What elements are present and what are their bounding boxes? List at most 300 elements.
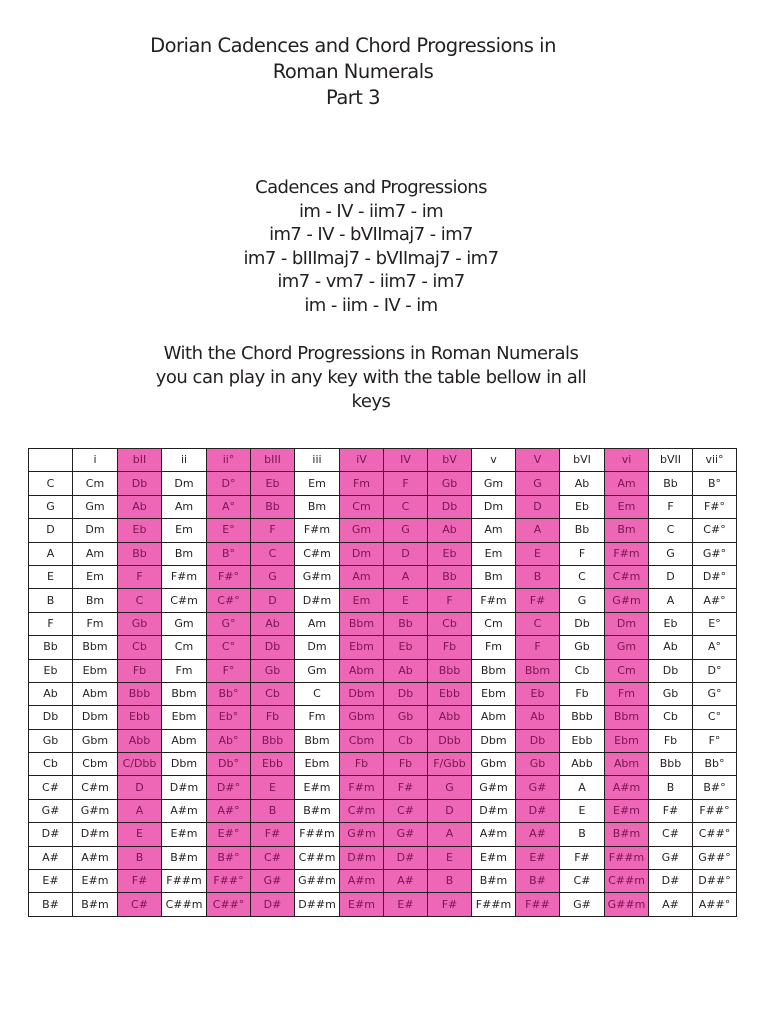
chord-cell: Gm xyxy=(340,519,384,542)
chord-cell: Ebm xyxy=(605,729,649,752)
chord-cell: Abm xyxy=(472,706,516,729)
chord-cell: Am xyxy=(295,612,340,635)
header-cell: vii° xyxy=(693,449,737,472)
chord-cell: E° xyxy=(693,612,737,635)
chord-cell: C xyxy=(118,589,162,612)
table-row xyxy=(29,776,737,799)
chord-cell: B#m xyxy=(162,846,207,869)
chord-cell: B#° xyxy=(693,776,737,799)
chord-cell: Db° xyxy=(207,753,251,776)
table-row xyxy=(29,565,737,588)
cadences-heading: Cadences and Progressions xyxy=(255,177,487,198)
table-header-row xyxy=(29,449,737,472)
chord-cell: B# xyxy=(516,870,560,893)
note-line-3: keys xyxy=(351,391,391,412)
chord-cell: D# xyxy=(384,846,428,869)
key-cell: Bb xyxy=(29,636,73,659)
chord-cell: Db xyxy=(118,472,162,495)
chord-cell: E# xyxy=(516,846,560,869)
chord-cell: Dm xyxy=(73,519,118,542)
chord-cell: C xyxy=(560,565,605,588)
chord-cell: Ebm xyxy=(295,753,340,776)
header-cell: vi xyxy=(605,449,649,472)
chord-cell: D xyxy=(428,799,472,822)
header-cell: ii xyxy=(162,449,207,472)
chord-cell: G# xyxy=(649,846,693,869)
chord-cell: Gb xyxy=(516,753,560,776)
chord-cell: A xyxy=(560,776,605,799)
chord-cell: Abm xyxy=(340,659,384,682)
table-row xyxy=(29,495,737,518)
table-row xyxy=(29,729,737,752)
chord-cell: G#° xyxy=(693,542,737,565)
chord-cell: C° xyxy=(693,706,737,729)
header-cell xyxy=(29,449,73,472)
chord-cell: Gm xyxy=(162,612,207,635)
chord-cell: A#m xyxy=(340,870,384,893)
document-title xyxy=(0,33,706,111)
chord-cell: Ab xyxy=(384,659,428,682)
chord-cell: E#m xyxy=(340,893,384,916)
chord-cell: Fm xyxy=(605,682,649,705)
chord-cell: Fb xyxy=(251,706,295,729)
key-cell: F xyxy=(29,612,73,635)
chord-cell: Eb xyxy=(516,682,560,705)
chord-cell: C# xyxy=(649,823,693,846)
chord-cell: B xyxy=(251,799,295,822)
cadences-section xyxy=(0,176,742,317)
chord-cell: Gb xyxy=(560,636,605,659)
chord-cell: Bm xyxy=(472,565,516,588)
chord-cell: Cm xyxy=(472,612,516,635)
chord-cell: F##° xyxy=(207,870,251,893)
chord-cell: Bbm xyxy=(605,706,649,729)
chord-cell: Dm xyxy=(340,542,384,565)
chord-cell: Gbm xyxy=(340,706,384,729)
chord-cell: Ab xyxy=(560,472,605,495)
table-row xyxy=(29,753,737,776)
chord-cell: Bbm xyxy=(340,612,384,635)
chord-cell: F xyxy=(428,589,472,612)
chord-cell: B xyxy=(118,846,162,869)
chord-cell: F# xyxy=(251,823,295,846)
chord-cell: A# xyxy=(516,823,560,846)
chord-cell: E#m xyxy=(472,846,516,869)
chord-cell: D##m xyxy=(295,893,340,916)
chord-cell: Ab xyxy=(649,636,693,659)
table-row xyxy=(29,799,737,822)
chord-cell: Bbm xyxy=(162,682,207,705)
chord-cell: B#m xyxy=(295,799,340,822)
chord-cell: A#m xyxy=(605,776,649,799)
chord-cell: Eb xyxy=(118,519,162,542)
chord-cell: A#° xyxy=(693,589,737,612)
chord-cell: Bbb xyxy=(428,659,472,682)
chord-cell: G#m xyxy=(73,799,118,822)
chord-cell: F/Gbb xyxy=(428,753,472,776)
chord-cell: D° xyxy=(207,472,251,495)
chord-cell: G xyxy=(428,776,472,799)
key-cell: C xyxy=(29,472,73,495)
chord-cell: F# xyxy=(516,589,560,612)
chord-cell: F xyxy=(649,495,693,518)
chord-cell: Gb xyxy=(251,659,295,682)
key-cell: B# xyxy=(29,893,73,916)
chord-cell: F xyxy=(384,472,428,495)
chord-cell: F#m xyxy=(295,519,340,542)
chord-cell: D# xyxy=(516,799,560,822)
chord-cell: Dm xyxy=(295,636,340,659)
chord-cell: C xyxy=(516,612,560,635)
chord-cell: Bm xyxy=(295,495,340,518)
chord-cell: Fm xyxy=(295,706,340,729)
chord-cell: Em xyxy=(472,542,516,565)
chord-cell: Bbb xyxy=(251,729,295,752)
chord-cell: Fm xyxy=(340,472,384,495)
table-row xyxy=(29,870,737,893)
chord-cell: Bbm xyxy=(516,659,560,682)
title-line-1: Dorian Cadences and Chord Progressions in xyxy=(150,34,556,57)
chord-cell: E xyxy=(516,542,560,565)
chord-cell: G# xyxy=(251,870,295,893)
chord-cell: Em xyxy=(605,495,649,518)
chord-cell: F# xyxy=(649,799,693,822)
chord-cell: Bbm xyxy=(73,636,118,659)
chord-cell: C#m xyxy=(340,799,384,822)
chord-cell: Abm xyxy=(162,729,207,752)
chord-cell: C xyxy=(384,495,428,518)
chord-cell: F#m xyxy=(340,776,384,799)
table-row xyxy=(29,542,737,565)
chord-cell: Ebm xyxy=(472,682,516,705)
chord-cell: D#m xyxy=(162,776,207,799)
chord-cell: G° xyxy=(207,612,251,635)
chord-cell: Cb xyxy=(251,682,295,705)
chord-cell: D xyxy=(384,542,428,565)
chord-cell: Cbm xyxy=(73,753,118,776)
chord-cell: Ebm xyxy=(162,706,207,729)
chord-cell: F# xyxy=(428,893,472,916)
chord-cell: Bm xyxy=(605,519,649,542)
table-row xyxy=(29,893,737,916)
chord-cell: Abm xyxy=(73,682,118,705)
key-cell: E# xyxy=(29,870,73,893)
note-line-2: you can play in any key with the table bellow in all xyxy=(155,367,587,388)
header-cell: IV xyxy=(384,449,428,472)
chord-cell: Eb xyxy=(384,636,428,659)
key-cell: A xyxy=(29,542,73,565)
chord-cell: F xyxy=(251,519,295,542)
chord-cell: F#m xyxy=(162,565,207,588)
chord-cell: F#° xyxy=(207,565,251,588)
chord-cell: D xyxy=(649,565,693,588)
chord-cell: E#m xyxy=(605,799,649,822)
chord-cell: C# xyxy=(118,893,162,916)
chord-cell: G# xyxy=(384,823,428,846)
chord-cell: Dm xyxy=(605,612,649,635)
chord-cell: A xyxy=(649,589,693,612)
chord-cell: Bb xyxy=(560,519,605,542)
chord-cell: A° xyxy=(693,636,737,659)
chord-key-table xyxy=(28,448,737,917)
progression-3: im7 - bIIImaj7 - bVIImaj7 - im7 xyxy=(243,247,499,269)
chord-cell: D xyxy=(251,589,295,612)
chord-cell: A xyxy=(516,519,560,542)
chord-cell: Gm xyxy=(295,659,340,682)
key-cell: Eb xyxy=(29,659,73,682)
chord-cell: Bb xyxy=(251,495,295,518)
chord-cell: Bbb xyxy=(649,753,693,776)
chord-cell: Db xyxy=(516,729,560,752)
chord-cell: Eb xyxy=(251,472,295,495)
chord-cell: Bb° xyxy=(207,682,251,705)
chord-cell: C# xyxy=(560,870,605,893)
chord-cell: G##m xyxy=(605,893,649,916)
chord-cell: Gm xyxy=(73,495,118,518)
chord-cell: Ebb xyxy=(428,682,472,705)
chord-cell: B xyxy=(428,870,472,893)
chord-cell: Ebb xyxy=(251,753,295,776)
header-cell: iV xyxy=(340,449,384,472)
chord-cell: Cm xyxy=(605,659,649,682)
chord-cell: F° xyxy=(693,729,737,752)
chord-cell: A##° xyxy=(693,893,737,916)
chord-cell: A# xyxy=(384,870,428,893)
chord-cell: Gb xyxy=(428,472,472,495)
chord-cell: D# xyxy=(649,870,693,893)
chord-cell: Fb xyxy=(384,753,428,776)
chord-cell: C##° xyxy=(207,893,251,916)
chord-cell: G# xyxy=(516,776,560,799)
chord-cell: C/Dbb xyxy=(118,753,162,776)
chord-cell: Ab xyxy=(516,706,560,729)
chord-cell: Em xyxy=(162,519,207,542)
chord-cell: F° xyxy=(207,659,251,682)
chord-cell: Am xyxy=(73,542,118,565)
chord-cell: F##° xyxy=(693,799,737,822)
header-cell: V xyxy=(516,449,560,472)
chord-cell: Fb xyxy=(560,682,605,705)
chord-cell: E# xyxy=(384,893,428,916)
chord-cell: G xyxy=(384,519,428,542)
chord-cell: A#m xyxy=(162,799,207,822)
chord-cell: F# xyxy=(560,846,605,869)
chord-cell: D#° xyxy=(693,565,737,588)
chord-cell: Db xyxy=(649,659,693,682)
chord-cell: C#m xyxy=(605,565,649,588)
chord-cell: E xyxy=(560,799,605,822)
chord-cell: Dm xyxy=(472,495,516,518)
chord-cell: Cb xyxy=(428,612,472,635)
chord-cell: B° xyxy=(207,542,251,565)
chord-cell: Bb xyxy=(428,565,472,588)
chord-cell: B#° xyxy=(207,846,251,869)
chord-cell: Abb xyxy=(118,729,162,752)
chord-cell: A#m xyxy=(472,823,516,846)
chord-cell: F##m xyxy=(162,870,207,893)
chord-cell: C##m xyxy=(162,893,207,916)
chord-cell: F#m xyxy=(472,589,516,612)
chord-cell: G xyxy=(251,565,295,588)
chord-cell: F#° xyxy=(693,495,737,518)
chord-cell: Bm xyxy=(162,542,207,565)
chord-cell: Em xyxy=(73,565,118,588)
table-row xyxy=(29,589,737,612)
chord-cell: B xyxy=(560,823,605,846)
header-cell: i xyxy=(73,449,118,472)
chord-cell: A# xyxy=(649,893,693,916)
chord-cell: Bb° xyxy=(693,753,737,776)
chord-cell: C# xyxy=(384,799,428,822)
chord-cell: Dbm xyxy=(472,729,516,752)
chord-cell: G#m xyxy=(295,565,340,588)
header-cell: v xyxy=(472,449,516,472)
chord-cell: G xyxy=(560,589,605,612)
chord-cell: Ebb xyxy=(560,729,605,752)
chord-cell: Fb xyxy=(118,659,162,682)
chord-cell: F xyxy=(560,542,605,565)
chord-cell: F xyxy=(516,636,560,659)
key-cell: Ab xyxy=(29,682,73,705)
key-cell: D# xyxy=(29,823,73,846)
chord-cell: E xyxy=(118,823,162,846)
chord-cell: C##° xyxy=(693,823,737,846)
chord-cell: D xyxy=(118,776,162,799)
chord-cell: Abm xyxy=(605,753,649,776)
chord-cell: Fm xyxy=(162,659,207,682)
chord-cell: B xyxy=(649,776,693,799)
chord-cell: F# xyxy=(118,870,162,893)
chord-cell: Gm xyxy=(472,472,516,495)
chord-cell: C xyxy=(649,519,693,542)
chord-cell: Bb xyxy=(384,612,428,635)
key-cell: G xyxy=(29,495,73,518)
chord-cell: Ab xyxy=(428,519,472,542)
chord-cell: C#° xyxy=(693,519,737,542)
chord-cell: A#° xyxy=(207,799,251,822)
chord-cell: Ab xyxy=(118,495,162,518)
chord-cell: A° xyxy=(207,495,251,518)
chord-cell: C# xyxy=(251,846,295,869)
chord-cell: Dm xyxy=(162,472,207,495)
chord-cell: Eb° xyxy=(207,706,251,729)
chord-cell: F##m xyxy=(605,846,649,869)
chord-cell: D##° xyxy=(693,870,737,893)
table-row xyxy=(29,706,737,729)
chord-cell: A xyxy=(428,823,472,846)
chord-cell: Ebm xyxy=(73,659,118,682)
chord-cell: C xyxy=(295,682,340,705)
chord-cell: F##m xyxy=(295,823,340,846)
chord-cell: Cb xyxy=(649,706,693,729)
chord-cell: Fb xyxy=(649,729,693,752)
chord-cell: D#° xyxy=(207,776,251,799)
chord-cell: Gm xyxy=(605,636,649,659)
chord-cell: C##m xyxy=(605,870,649,893)
chord-cell: B#m xyxy=(73,893,118,916)
chord-cell: C#m xyxy=(295,542,340,565)
chord-cell: F## xyxy=(516,893,560,916)
chord-cell: Cm xyxy=(162,636,207,659)
key-cell: Db xyxy=(29,706,73,729)
table-row xyxy=(29,682,737,705)
chord-cell: B xyxy=(516,565,560,588)
chord-cell: A xyxy=(118,799,162,822)
chord-cell: Em xyxy=(340,589,384,612)
chord-cell: C#m xyxy=(73,776,118,799)
chord-cell: Eb xyxy=(560,495,605,518)
header-cell: iii xyxy=(295,449,340,472)
key-cell: C# xyxy=(29,776,73,799)
chord-cell: Bb xyxy=(649,472,693,495)
chord-cell: E xyxy=(251,776,295,799)
chord-cell: Ab° xyxy=(207,729,251,752)
key-cell: G# xyxy=(29,799,73,822)
chord-cell: F# xyxy=(384,776,428,799)
chord-cell: G##° xyxy=(693,846,737,869)
note-line-1: With the Chord Progressions in Roman Numerals xyxy=(163,343,579,364)
progression-4: im7 - vm7 - iim7 - im7 xyxy=(277,271,465,292)
chord-cell: E#° xyxy=(207,823,251,846)
chord-cell: Gb xyxy=(649,682,693,705)
table-row xyxy=(29,472,737,495)
header-cell: bII xyxy=(118,449,162,472)
chord-cell: F#m xyxy=(605,542,649,565)
chord-cell: Db xyxy=(428,495,472,518)
table-row xyxy=(29,823,737,846)
chord-cell: G##m xyxy=(295,870,340,893)
key-cell: E xyxy=(29,565,73,588)
header-cell: bV xyxy=(428,449,472,472)
progression-1: im - IV - iim7 - im xyxy=(298,200,444,222)
chord-cell: Am xyxy=(605,472,649,495)
table-row xyxy=(29,846,737,869)
chord-cell: G#m xyxy=(472,776,516,799)
chord-cell: Db xyxy=(384,682,428,705)
chord-cell: Am xyxy=(472,519,516,542)
chord-cell: Ebb xyxy=(118,706,162,729)
chord-cell: A xyxy=(384,565,428,588)
chord-cell: Cb xyxy=(118,636,162,659)
chord-cell: E#m xyxy=(162,823,207,846)
chord-cell: E xyxy=(384,589,428,612)
key-cell: D xyxy=(29,519,73,542)
chord-cell: D#m xyxy=(472,799,516,822)
progression-5: im - iim - IV - im xyxy=(304,294,438,316)
key-cell: A# xyxy=(29,846,73,869)
chord-cell: G° xyxy=(693,682,737,705)
chord-cell: Dbb xyxy=(428,729,472,752)
chord-cell: C##m xyxy=(295,846,340,869)
key-table-note xyxy=(0,342,742,414)
header-cell: bIII xyxy=(251,449,295,472)
chord-cell: Eb xyxy=(649,612,693,635)
chord-cell: Fb xyxy=(428,636,472,659)
chord-cell: E#m xyxy=(295,776,340,799)
chord-cell: D# xyxy=(251,893,295,916)
chord-cell: D° xyxy=(693,659,737,682)
chord-cell: Fb xyxy=(340,753,384,776)
chord-cell: C#m xyxy=(162,589,207,612)
header-cell: bVI xyxy=(560,449,605,472)
progression-2: im7 - IV - bVIImaj7 - im7 xyxy=(269,224,473,245)
chord-cell: C xyxy=(251,542,295,565)
chord-cell: Am xyxy=(162,495,207,518)
chord-cell: D#m xyxy=(295,589,340,612)
key-cell: Cb xyxy=(29,753,73,776)
chord-cell: G xyxy=(649,542,693,565)
chord-cell: F xyxy=(118,565,162,588)
